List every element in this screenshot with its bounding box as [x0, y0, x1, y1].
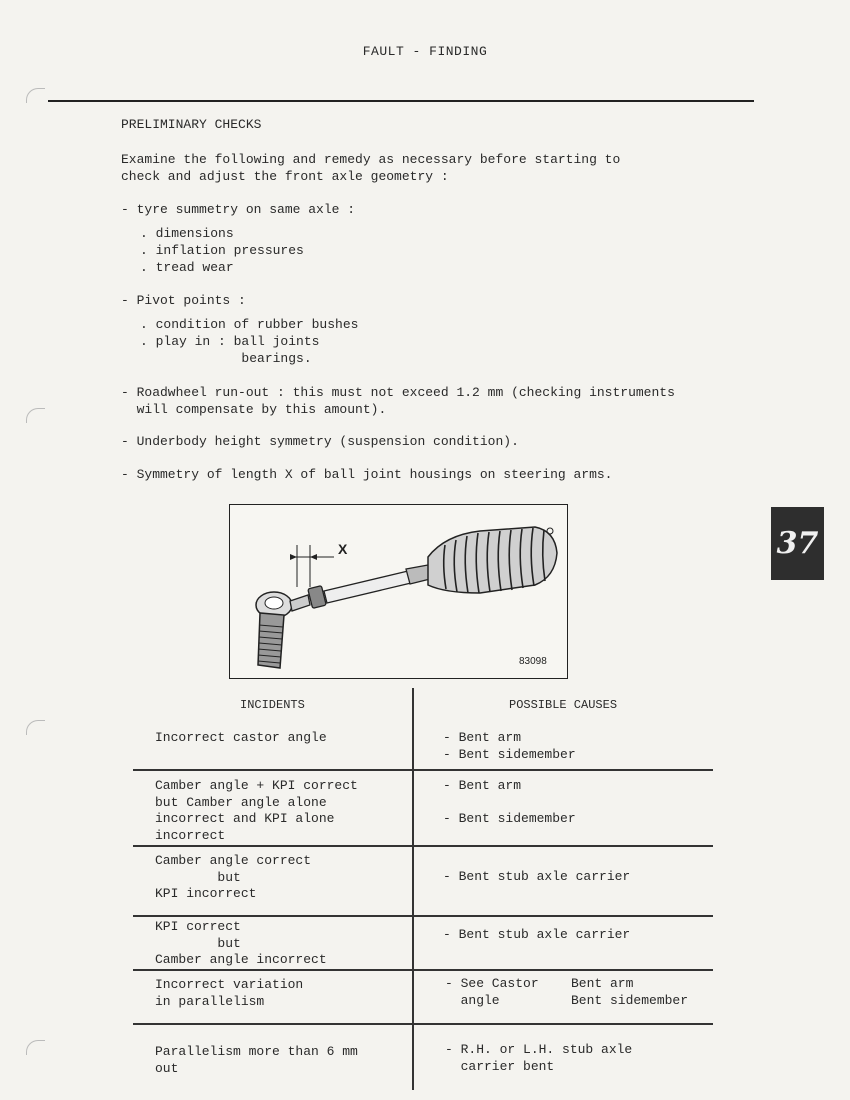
table-row-divider	[133, 1023, 713, 1025]
cause-cell: - R.H. or L.H. stub axle carrier bent	[445, 1042, 633, 1074]
cause-cell: - Bent stub axle carrier	[443, 869, 631, 884]
cause-cell: Bent arm Bent sidemember	[571, 976, 689, 1008]
table-column-divider	[412, 688, 414, 1090]
cause-cell: - See Castor angle	[445, 976, 539, 1008]
boot-clip	[547, 528, 553, 534]
incident-cell: KPI correct but Camber angle incorrect	[155, 919, 327, 967]
column-header-causes: POSSIBLE CAUSES	[509, 698, 618, 712]
ball-joint-cap	[265, 597, 283, 609]
cause-cell: - Bent arm - Bent sidemember	[443, 730, 576, 762]
intro-text: Examine the following and remedy as necessary before starting to check and adjust the front axle geometry :	[121, 152, 621, 184]
figure-ref-number: 83098	[519, 656, 547, 667]
binder-hole-mark	[26, 408, 45, 423]
page-header: FAULT - FINDING	[362, 44, 488, 59]
tie-rod-illustration	[230, 505, 567, 678]
section-title: PRELIMINARY CHECKS	[121, 117, 262, 132]
binder-hole-mark	[26, 1040, 45, 1055]
ball-joint-stud	[258, 613, 284, 668]
incident-cell: Incorrect variation in parallelism	[155, 977, 304, 1009]
check-subitems-pivot: . condition of rubber bushes . play in : ball joints bearings.	[140, 317, 359, 366]
housing-neck	[290, 595, 310, 611]
table-row-divider	[133, 769, 713, 771]
tie-rod-shaft	[324, 571, 411, 603]
dimension-label: X	[338, 541, 348, 557]
table-row-divider	[133, 915, 713, 917]
cause-cell: - Bent stub axle carrier	[443, 927, 631, 942]
dimension-arrow	[290, 554, 297, 560]
section-tab: 37	[771, 507, 824, 580]
incident-cell: Incorrect castor angle	[155, 730, 327, 745]
binder-hole-mark	[26, 88, 45, 103]
incident-cell: Camber angle correct but KPI incorrect	[155, 853, 312, 901]
check-subitems-tyre: . dimensions . inflation pressures . tread wear	[140, 226, 304, 275]
check-item-underbody: - Underbody height symmetry (suspension condition).	[121, 434, 519, 449]
rod-collar	[406, 565, 430, 584]
check-item-runout: - Roadwheel run-out : this must not exceed 1.2 mm (checking instruments will compensate by this amount).	[121, 385, 675, 417]
dimension-arrow	[310, 554, 317, 560]
cause-cell: - Bent sidemember	[443, 811, 576, 826]
check-item-tyre: - tyre summetry on same axle :	[121, 202, 356, 217]
check-item-pivot: - Pivot points :	[121, 293, 246, 308]
table-row-divider	[133, 845, 713, 847]
incident-cell: Parallelism more than 6 mm out	[155, 1044, 358, 1076]
incident-cell: Camber angle + KPI correct but Camber angle alone incorrect and KPI alone incorrect	[155, 778, 358, 843]
column-header-incidents: INCIDENTS	[240, 698, 305, 712]
rubber-boot	[428, 527, 557, 593]
binder-hole-mark	[26, 720, 45, 735]
tie-rod-figure	[229, 504, 568, 679]
header-rule	[48, 100, 754, 102]
check-item-symmetry: - Symmetry of length X of ball joint housings on steering arms.	[121, 467, 613, 482]
cause-cell: - Bent arm	[443, 778, 522, 793]
table-row-divider	[133, 969, 713, 971]
